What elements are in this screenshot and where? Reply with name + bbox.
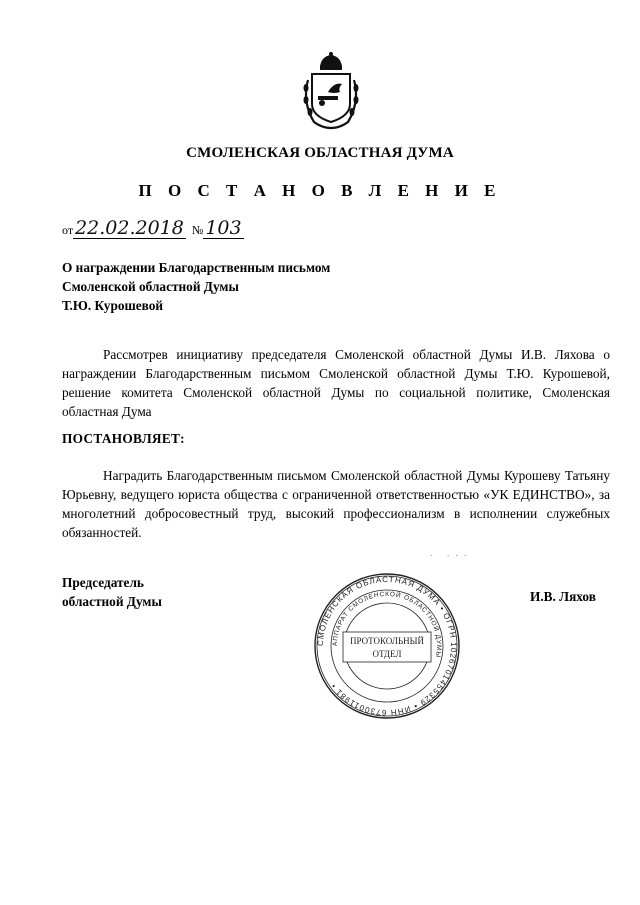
decree-paragraph: Наградить Благодарственным письмом Смоленской областной Думы Курошеву Татьяну Юрьевну, ведущего юриста общества с ограниченной ответственностью «УК ЕДИНСТВО», за многолетний добросовестный труд, высокий профессионализм в исполнении служебных обязанностей.: [62, 468, 610, 540]
preamble-paragraph: Рассмотрев инициативу председателя Смоленской областной Думы И.В. Ляхова о награждении Благодарственным письмом Смоленской областной Думы Т.Ю. Курошевой, решение комитета Смоленской областной Думы по социальной политике, Смоленская областная Дума: [62, 347, 610, 419]
signatory-title-line: Председатель: [62, 575, 144, 590]
document-subject: [62, 258, 330, 315]
signatory-name: И.В. Ляхов: [530, 589, 596, 604]
handwritten-number: 103: [205, 217, 242, 239]
date-number-line: [62, 218, 244, 239]
scan-specks: . . . .: [430, 548, 469, 558]
date-prefix: от: [62, 223, 74, 237]
number-prefix: №: [191, 223, 204, 237]
coat-of-arms-emblem: [300, 52, 362, 132]
seal-inner-text: АППАРАТ СМОЛЕНСКОЙ ОБЛАСТНОЙ ДУМЫ: [331, 590, 443, 659]
decree-heading: ПОСТАНОВЛЯЕТ:: [62, 431, 185, 446]
signatory-title-line: областной Думы: [62, 594, 162, 609]
seal-center-line: ОТДЕЛ: [372, 649, 402, 659]
subject-line: Т.Ю. Курошевой: [62, 298, 164, 313]
handwritten-date: 22.02.2018: [75, 217, 184, 239]
official-seal-stamp: [313, 572, 461, 720]
seal-outer-text: СМОЛЕНСКАЯ ОБЛАСТНАЯ ДУМА • ОГРН 1026701455329 • ИНН 6730011981 •: [315, 574, 459, 718]
organization-title: СМОЛЕНСКАЯ ОБЛАСТНАЯ ДУМА: [186, 145, 454, 161]
signatory-title: [62, 573, 162, 611]
subject-line: О награждении Благодарственным письмом: [62, 260, 331, 275]
subject-line: Смоленской областной Думы: [62, 279, 239, 294]
document-type-title: П О С Т А Н О В Л Е Н И Е: [138, 181, 502, 200]
seal-center-line: ПРОТОКОЛЬНЫЙ: [350, 636, 424, 646]
